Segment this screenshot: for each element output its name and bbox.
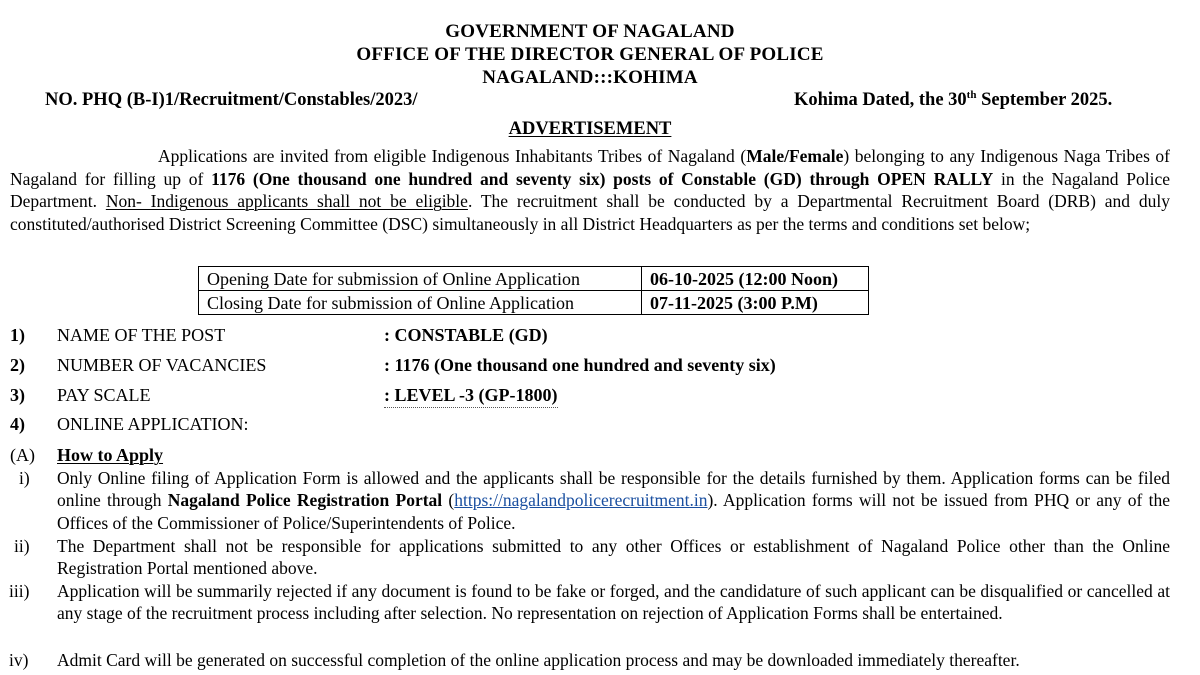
subsection-label: (A) (10, 445, 35, 465)
issue-date-prefix: Kohima Dated, the 30 (794, 90, 967, 110)
section-name-pay: PAY SCALE (57, 385, 151, 405)
portal-name: Nagaland Police Registration Portal (167, 490, 443, 511)
item-number: iii) (9, 581, 30, 601)
table-row (199, 291, 869, 315)
section-number: 2) (10, 355, 25, 375)
portal-link[interactable]: https://nagalandpolicerecruitment.in (454, 490, 708, 511)
intro-part3: in the Nagaland Police Department. (10, 168, 1171, 212)
reference-number: NO. PHQ (B-I)1/Recruitment/Constables/2023/ (45, 90, 418, 110)
section-value-vacancies: : 1176 (One thousand one hundred and seventy six) (384, 355, 776, 375)
section-name-post: NAME OF THE POST (57, 325, 226, 345)
intro-paragraph (10, 145, 1170, 236)
item-text: ( (442, 490, 455, 511)
issue-date-sup: th (966, 88, 977, 101)
advertisement-heading: ADVERTISEMENT (508, 119, 672, 139)
section-name-online: ONLINE APPLICATION (57, 414, 244, 434)
application-dates-table (198, 266, 869, 315)
closing-date-label: Closing Date for submission of Online Application (199, 291, 642, 315)
item-number: i) (19, 468, 30, 488)
table-row (199, 267, 869, 291)
item-text: ). Application forms will not be issued from PHQ or any of the Offices of the Commissioner of Police/Superintendents of Police. (57, 490, 1170, 533)
intro-eligibility-note: Non- Indigenous applicants shall not be eligible (105, 191, 468, 212)
section-value-post: : CONSTABLE (GD) (384, 325, 548, 345)
intro-part1: Applications are invited from eligible Indigenous Inhabitants Tribes of Nagaland ( (158, 146, 747, 166)
section-value-pay: : LEVEL -3 (GP-1800) (384, 385, 558, 408)
item-number: iv) (9, 650, 29, 670)
issue-date (794, 88, 1113, 110)
item-number: ii) (14, 536, 30, 556)
intro-part4: . The recruitment shall be conducted by a Departmental Recruitment Board (DRB) and duly constituted/authorised District Screening Committee (DSC) simultaneously in all District Headquarters as per the terms and conditions set below; (10, 191, 1170, 235)
section-number: 3) (10, 385, 25, 405)
intro-part2: ) belonging to any Indigenous Naga Tribes of Nagaland for filling up of (10, 146, 1171, 189)
intro-rally: RALLY (933, 168, 994, 189)
list-item: Application will be summarily rejected if any document is found to be fake or forged, and the candidature of such applicant can be disqualified or cancelled at any stage of the recruitment process including after selection. No representation on rejection of Application Forms shall be entertained. (57, 581, 1170, 624)
header-location: NAGALAND:::KOHIMA (482, 67, 698, 88)
section-number: 1) (10, 325, 25, 345)
opening-date-value: 06-10-2025 (12:00 Noon) (642, 267, 869, 291)
section-number: 4) (10, 414, 25, 434)
issue-date-suffix: September 2025. (976, 90, 1113, 110)
section-value-online: : (243, 414, 249, 434)
section-name-vacancies: NUMBER OF VACANCIES (57, 355, 267, 375)
item-text: Only Online filing of Application Form is allowed and the applicants shall be responsible for the details furnished by them. Application forms can be filed online through (57, 468, 1170, 511)
list-item: Admit Card will be generated on successful completion of the online application process and may be downloaded immediately thereafter. (57, 650, 1020, 670)
header-government: GOVERNMENT OF NAGALAND (445, 21, 735, 42)
how-to-apply-title: How to Apply (57, 445, 164, 465)
intro-posts: 1176 (One thousand one hundred and seventy six) posts of Constable (GD) through OPEN (211, 168, 926, 189)
list-item (57, 467, 1170, 534)
opening-date-label: Opening Date for submission of Online Application (199, 267, 642, 291)
list-item: The Department shall not be responsible for applications submitted to any other Offices or establishment of Nagaland Police other than the Online Registration Portal mentioned above. (57, 536, 1170, 579)
header-office: OFFICE OF THE DIRECTOR GENERAL OF POLICE (356, 44, 824, 65)
intro-gender: Male/Female (746, 146, 844, 166)
closing-date-value: 07-11-2025 (3:00 P.M) (642, 291, 869, 315)
